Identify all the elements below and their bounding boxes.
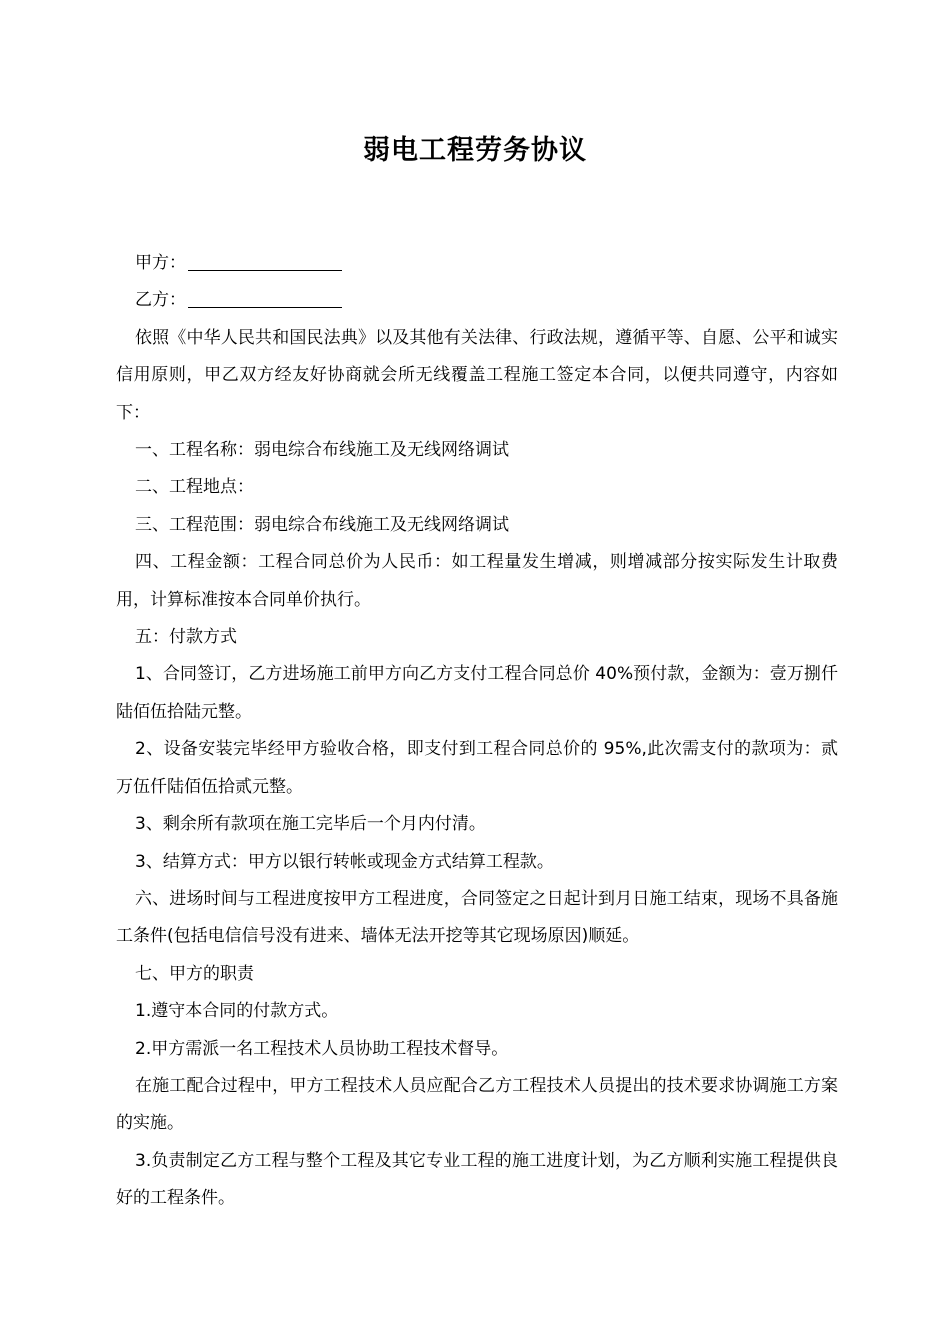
duty-item-1: 1.遵守本合同的付款方式。 [135,1001,339,1022]
clause-payment-heading: 五：付款方式 [135,627,237,648]
duty-item-2: 2.甲方需派一名工程技术人员协助工程技术督导。 [135,1038,509,1059]
document-title: 弱电工程劳务协议 [363,135,587,166]
payment-item-2: 2、设备安装完毕经甲方验收合格，即支付到工程合同总价的 95%,此次需支付的款项为：贰万伍仟陆佰伍拾贰元整。 [116,739,838,797]
party-a-blank [188,252,342,271]
party-a-line [116,245,838,282]
payment-item-1: 1、合同签订，乙方进场施工前甲方向乙方支付工程合同总价 40%预付款，金额为：壹万捌仟陆佰伍拾陆元整。 [116,664,838,722]
clause-schedule: 六、进场时间与工程进度按甲方工程进度，合同签定之日起计到月日施工结束，现场不具备施工条件(包括电信信号没有进来、墙体无法开挖等其它现场原因)顺延。 [116,888,838,947]
duty-item-3: 3.负责制定乙方工程与整个工程及其它专业工程的施工进度计划，为乙方顺利实施工程提供良好的工程条件。 [116,1150,838,1209]
clause-project-location: 二、工程地点： [135,477,254,498]
payment-item-3: 3、剩余所有款项在施工完毕后一个月内付清。 [135,814,486,835]
party-b-blank [188,289,342,308]
clause-project-amount: 四、工程金额：工程合同总价为人民币：如工程量发生增减，则增减部分按实际发生计取费用，计算标准按本合同单价执行。 [116,552,838,610]
party-b-label: 乙方： [135,290,186,311]
document-body [116,245,838,1218]
payment-settlement: 3、结算方式：甲方以银行转帐或现金方式结算工程款。 [135,851,554,872]
clause-project-scope: 三、工程范围：弱电综合布线施工及无线网络调试 [135,514,509,535]
duty-coordination-paragraph: 在施工配合过程中，甲方工程技术人员应配合乙方工程技术人员提出的技术要求协调施工方案的实施。 [116,1075,838,1134]
preamble-paragraph: 依照《中华人民共和国民法典》以及其他有关法律、行政法规，遵循平等、自愿、公平和诚实信用原则，甲乙双方经友好协商就会所无线覆盖工程施工签定本合同，以便共同遵守，内容如下： [116,327,838,423]
clause-project-name: 一、工程名称：弱电综合布线施工及无线网络调试 [135,440,509,461]
clause-party-a-duties-heading: 七、甲方的职责 [135,963,254,984]
party-b-line [116,282,838,319]
party-a-label: 甲方： [135,253,186,273]
